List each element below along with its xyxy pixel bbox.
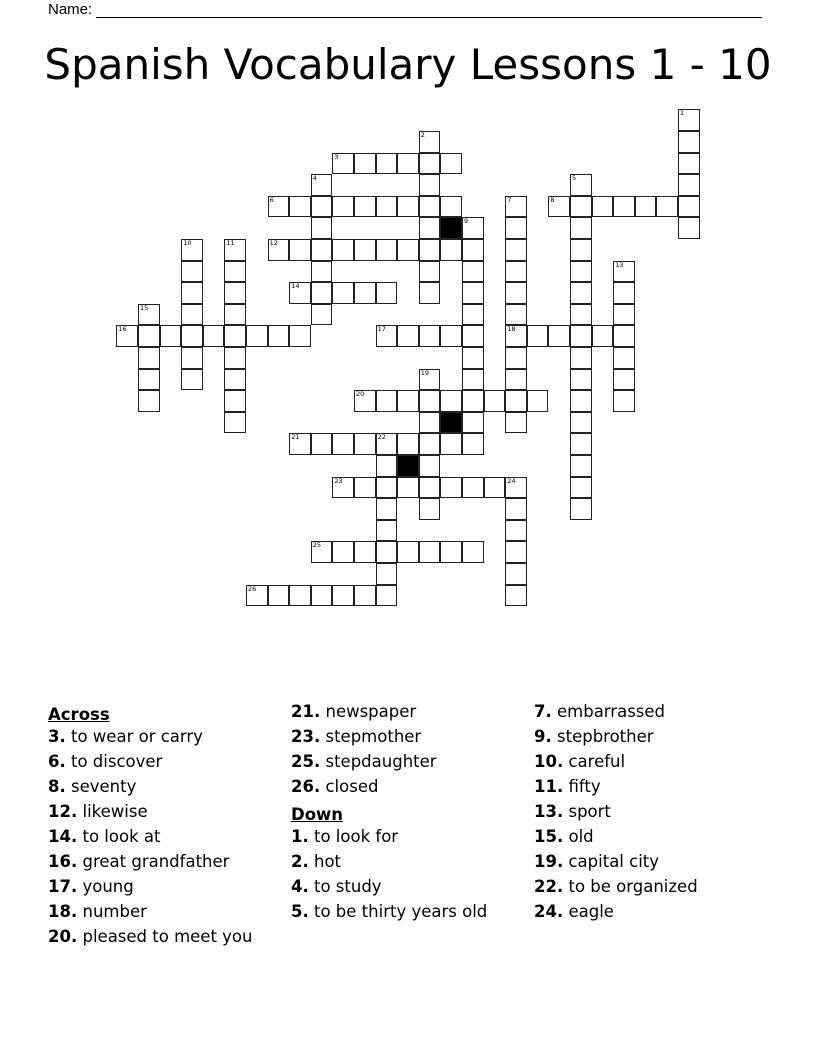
grid-cell[interactable] [224, 239, 246, 261]
clue-text: to discover [71, 752, 163, 771]
clue-number: 12. [48, 802, 78, 821]
clue-text: to study [314, 877, 382, 896]
grid-cell[interactable] [224, 304, 246, 326]
grid-cell[interactable] [570, 477, 592, 499]
grid-cell[interactable] [224, 390, 246, 412]
grid-cell[interactable] [440, 196, 462, 218]
grid-cell[interactable] [419, 325, 441, 347]
clue-down [291, 902, 531, 922]
clue-number: 2. [291, 852, 309, 871]
grid-cell[interactable] [570, 347, 592, 369]
cell-number: 8 [550, 195, 555, 204]
grid-cell[interactable] [570, 217, 592, 239]
grid-cell[interactable] [462, 477, 484, 499]
clue-text: stepbrother [557, 727, 654, 746]
grid-cell[interactable] [613, 196, 635, 218]
clue-text: young [82, 877, 134, 896]
grid-cell[interactable] [592, 325, 614, 347]
clue-number: 24. [534, 902, 564, 921]
cell-number: 17 [377, 325, 386, 334]
grid-cell[interactable] [592, 196, 614, 218]
clue-down [534, 727, 774, 747]
grid-cell[interactable] [354, 239, 376, 261]
grid-cell[interactable] [311, 433, 333, 455]
clue-across [48, 752, 288, 772]
grid-cell[interactable] [678, 109, 700, 131]
grid-cell[interactable] [505, 390, 527, 412]
grid-cell[interactable] [268, 585, 290, 607]
clue-text: to wear or carry [71, 727, 203, 746]
grid-cell[interactable] [268, 239, 290, 261]
clue-number: 15. [534, 827, 564, 846]
cell-number: 13 [615, 260, 624, 269]
clue-text: great grandfather [82, 852, 230, 871]
grid-cell[interactable] [289, 325, 311, 347]
clue-number: 8. [48, 777, 66, 796]
grid-cell[interactable] [332, 541, 354, 563]
grid-cell[interactable] [570, 412, 592, 434]
grid-cell[interactable] [354, 477, 376, 499]
grid-cell[interactable] [419, 282, 441, 304]
cell-number: 1 [680, 109, 685, 118]
grid-cell[interactable] [224, 325, 246, 347]
grid-cell[interactable] [462, 304, 484, 326]
grid-cell[interactable] [505, 477, 527, 499]
clue-text: old [568, 827, 594, 846]
clue-text: to look for [314, 827, 399, 846]
grid-cell[interactable] [224, 261, 246, 283]
clue-number: 21. [291, 702, 321, 721]
grid-cell[interactable] [440, 325, 462, 347]
grid-cell[interactable] [462, 541, 484, 563]
clue-number: 7. [534, 702, 552, 721]
clue-text: sport [568, 802, 611, 821]
grid-cell[interactable] [224, 369, 246, 391]
grid-cell[interactable] [354, 390, 376, 412]
clue-number: 9. [534, 727, 552, 746]
grid-cell[interactable] [548, 325, 570, 347]
grid-cell[interactable] [505, 412, 527, 434]
clue-number: 1. [291, 827, 309, 846]
grid-cell[interactable] [181, 239, 203, 261]
clue-number: 17. [48, 877, 78, 896]
grid-cell[interactable] [138, 390, 160, 412]
clue-number: 10. [534, 752, 564, 771]
clue-number: 20. [48, 927, 78, 946]
page-title: Spanish Vocabulary Lessons 1 - 10 [44, 40, 772, 89]
grid-cell[interactable] [570, 325, 592, 347]
cell-number: 5 [572, 174, 577, 183]
clue-column-1 [48, 702, 288, 952]
grid-cell[interactable] [376, 325, 398, 347]
grid-cell[interactable] [505, 347, 527, 369]
clue-across [48, 927, 288, 947]
grid-cell[interactable] [505, 498, 527, 520]
cell-number: 24 [507, 476, 516, 485]
clue-across [291, 702, 531, 722]
grid-cell[interactable] [419, 174, 441, 196]
grid-cell[interactable] [656, 196, 678, 218]
grid-cell[interactable] [332, 196, 354, 218]
grid-cell[interactable] [332, 153, 354, 175]
grid-cell[interactable] [138, 304, 160, 326]
grid-cell[interactable] [505, 282, 527, 304]
grid-cell[interactable] [376, 563, 398, 585]
grid-cell[interactable] [462, 412, 484, 434]
black-cell [440, 412, 462, 434]
clue-down [291, 877, 531, 897]
grid-cell[interactable] [138, 347, 160, 369]
grid-cell[interactable] [181, 347, 203, 369]
grid-cell[interactable] [570, 239, 592, 261]
grid-cell[interactable] [332, 477, 354, 499]
grid-cell[interactable] [138, 369, 160, 391]
down-heading: Down [291, 805, 344, 824]
grid-cell[interactable] [376, 433, 398, 455]
clue-across [48, 777, 288, 797]
grid-cell[interactable] [397, 390, 419, 412]
grid-cell[interactable] [419, 412, 441, 434]
clue-down [534, 752, 774, 772]
grid-cell[interactable] [246, 325, 268, 347]
grid-cell[interactable] [419, 261, 441, 283]
clue-text: closed [325, 777, 379, 796]
clue-down [534, 802, 774, 822]
grid-cell[interactable] [376, 282, 398, 304]
grid-cell[interactable] [570, 390, 592, 412]
clue-column-2 [291, 702, 531, 927]
grid-cell[interactable] [311, 174, 333, 196]
clue-down [534, 877, 774, 897]
clue-number: 22. [534, 877, 564, 896]
grid-cell[interactable] [505, 196, 527, 218]
grid-cell[interactable] [397, 153, 419, 175]
grid-cell[interactable] [678, 153, 700, 175]
grid-cell[interactable] [354, 153, 376, 175]
grid-cell[interactable] [505, 520, 527, 542]
grid-cell[interactable] [419, 153, 441, 175]
cell-number: 15 [140, 303, 149, 312]
grid-cell[interactable] [138, 325, 160, 347]
cell-number: 14 [291, 282, 300, 291]
grid-cell[interactable] [419, 455, 441, 477]
clue-text: number [82, 902, 147, 921]
grid-cell[interactable] [397, 477, 419, 499]
grid-cell[interactable] [419, 239, 441, 261]
grid-cell[interactable] [570, 433, 592, 455]
grid-cell[interactable] [613, 261, 635, 283]
grid-cell[interactable] [181, 369, 203, 391]
grid-cell[interactable] [419, 477, 441, 499]
clue-text: hot [314, 852, 342, 871]
cell-number: 4 [312, 174, 317, 183]
clue-number: 18. [48, 902, 78, 921]
grid-cell[interactable] [527, 390, 549, 412]
grid-cell[interactable] [440, 239, 462, 261]
clue-number: 26. [291, 777, 321, 796]
grid-cell[interactable] [354, 541, 376, 563]
grid-cell[interactable] [419, 369, 441, 391]
grid-cell[interactable] [505, 217, 527, 239]
clue-text: stepdaughter [325, 752, 437, 771]
clue-text: embarrassed [557, 702, 666, 721]
clue-down [291, 827, 531, 847]
grid-cell[interactable] [332, 282, 354, 304]
grid-cell[interactable] [484, 390, 506, 412]
grid-cell[interactable] [181, 282, 203, 304]
cell-number: 19 [420, 368, 430, 377]
grid-cell[interactable] [268, 196, 290, 218]
clue-number: 25. [291, 752, 321, 771]
grid-cell[interactable] [246, 585, 268, 607]
grid-cell[interactable] [462, 282, 484, 304]
clue-text: to be organized [568, 877, 698, 896]
grid-cell[interactable] [376, 520, 398, 542]
clue-number: 19. [534, 852, 564, 871]
grid-cell[interactable] [289, 196, 311, 218]
grid-cell[interactable] [224, 412, 246, 434]
grid-cell[interactable] [332, 585, 354, 607]
grid-cell[interactable] [116, 325, 138, 347]
clue-down [534, 827, 774, 847]
clue-across [291, 777, 531, 797]
grid-cell[interactable] [289, 585, 311, 607]
grid-cell[interactable] [678, 196, 700, 218]
clue-across [48, 802, 288, 822]
clue-text: eagle [568, 902, 614, 921]
grid-cell[interactable] [332, 239, 354, 261]
grid-cell[interactable] [354, 433, 376, 455]
across-heading: Across [48, 705, 110, 724]
grid-cell[interactable] [419, 541, 441, 563]
clue-number: 16. [48, 852, 78, 871]
grid-cell[interactable] [462, 261, 484, 283]
grid-cell[interactable] [505, 541, 527, 563]
grid-cell[interactable] [613, 347, 635, 369]
grid-cell[interactable] [376, 498, 398, 520]
grid-cell[interactable] [419, 498, 441, 520]
grid-cell[interactable] [354, 196, 376, 218]
grid-cell[interactable] [570, 304, 592, 326]
grid-cell[interactable] [376, 585, 398, 607]
grid-cell[interactable] [635, 196, 657, 218]
grid-cell[interactable] [570, 455, 592, 477]
cell-number: 3 [334, 152, 339, 161]
grid-cell[interactable] [311, 196, 333, 218]
grid-cell[interactable] [613, 325, 635, 347]
grid-cell[interactable] [505, 585, 527, 607]
clue-text: seventy [71, 777, 137, 796]
grid-cell[interactable] [332, 433, 354, 455]
grid-cell[interactable] [678, 131, 700, 153]
grid-cell[interactable] [311, 282, 333, 304]
grid-cell[interactable] [440, 477, 462, 499]
grid-cell[interactable] [311, 217, 333, 239]
grid-cell[interactable] [376, 455, 398, 477]
grid-cell[interactable] [570, 282, 592, 304]
grid-cell[interactable] [311, 585, 333, 607]
grid-cell[interactable] [376, 390, 398, 412]
black-cell [440, 217, 462, 239]
grid-cell[interactable] [268, 325, 290, 347]
grid-cell[interactable] [354, 282, 376, 304]
grid-cell[interactable] [224, 347, 246, 369]
grid-cell[interactable] [397, 239, 419, 261]
grid-cell[interactable] [181, 304, 203, 326]
clue-text: likewise [82, 802, 148, 821]
clue-text: to be thirty years old [314, 902, 488, 921]
grid-cell[interactable] [376, 153, 398, 175]
clue-across [48, 852, 288, 872]
grid-cell[interactable] [289, 239, 311, 261]
grid-cell[interactable] [505, 369, 527, 391]
grid-cell[interactable] [376, 239, 398, 261]
clue-text: to look at [82, 827, 161, 846]
cell-number: 11 [226, 239, 235, 247]
grid-cell[interactable] [311, 261, 333, 283]
clue-across [291, 727, 531, 747]
grid-cell[interactable] [570, 196, 592, 218]
grid-cell[interactable] [376, 541, 398, 563]
cell-number: 22 [377, 433, 386, 442]
clue-down [534, 702, 774, 722]
grid-cell[interactable] [419, 217, 441, 239]
clue-column-3 [534, 702, 774, 927]
clue-number: 4. [291, 877, 309, 896]
grid-cell[interactable] [397, 325, 419, 347]
cell-number: 2 [420, 131, 425, 139]
grid-cell[interactable] [181, 261, 203, 283]
grid-cell[interactable] [376, 477, 398, 499]
cell-number: 18 [507, 325, 516, 334]
grid-cell[interactable] [181, 325, 203, 347]
grid-cell[interactable] [570, 261, 592, 283]
grid-cell[interactable] [462, 433, 484, 455]
name-label: Name: [48, 1, 93, 18]
grid-cell[interactable] [570, 174, 592, 196]
grid-cell[interactable] [613, 282, 635, 304]
grid-cell[interactable] [397, 196, 419, 218]
grid-cell[interactable] [311, 239, 333, 261]
grid-cell[interactable] [462, 239, 484, 261]
grid-cell[interactable] [354, 585, 376, 607]
clue-number: 14. [48, 827, 78, 846]
black-cell [397, 455, 419, 477]
cell-number: 25 [312, 541, 322, 550]
grid-cell[interactable] [505, 325, 527, 347]
clue-down [534, 902, 774, 922]
grid-cell[interactable] [397, 433, 419, 455]
grid-cell[interactable] [440, 390, 462, 412]
grid-cell[interactable] [462, 369, 484, 391]
clue-text: fifty [568, 777, 601, 796]
clue-across [48, 902, 288, 922]
grid-cell[interactable] [462, 217, 484, 239]
cell-number: 6 [269, 195, 274, 204]
grid-cell[interactable] [311, 304, 333, 326]
grid-cell[interactable] [397, 541, 419, 563]
grid-cell[interactable] [224, 282, 246, 304]
grid-cell[interactable] [678, 217, 700, 239]
clue-text: pleased to meet you [82, 927, 253, 946]
clue-across [48, 877, 288, 897]
grid-cell[interactable] [505, 304, 527, 326]
clue-down [291, 852, 531, 872]
clue-number: 23. [291, 727, 321, 746]
clue-text: stepmother [325, 727, 422, 746]
grid-cell[interactable] [548, 196, 570, 218]
clue-down [534, 777, 774, 797]
grid-cell[interactable] [440, 153, 462, 175]
grid-cell[interactable] [419, 390, 441, 412]
grid-cell[interactable] [440, 433, 462, 455]
cell-number: 21 [291, 433, 300, 442]
grid-cell[interactable] [505, 563, 527, 585]
grid-cell[interactable] [462, 347, 484, 369]
grid-cell[interactable] [570, 369, 592, 391]
grid-cell[interactable] [484, 477, 506, 499]
grid-cell[interactable] [311, 541, 333, 563]
cell-number: 7 [507, 195, 512, 204]
grid-cell[interactable] [462, 325, 484, 347]
grid-cell[interactable] [613, 369, 635, 391]
clue-number: 6. [48, 752, 66, 771]
cell-number: 23 [334, 476, 343, 485]
cell-number: 12 [269, 239, 278, 247]
clue-number: 11. [534, 777, 564, 796]
grid-cell[interactable] [289, 282, 311, 304]
grid-cell[interactable] [376, 196, 398, 218]
grid-cell[interactable] [613, 390, 635, 412]
grid-cell[interactable] [419, 131, 441, 153]
grid-cell[interactable] [419, 196, 441, 218]
clue-down [534, 852, 774, 872]
grid-cell[interactable] [505, 239, 527, 261]
cell-number: 26 [248, 584, 257, 593]
grid-cell[interactable] [160, 325, 182, 347]
clue-across [291, 752, 531, 772]
grid-cell[interactable] [613, 304, 635, 326]
grid-cell[interactable] [289, 433, 311, 455]
cell-number: 10 [183, 239, 192, 247]
clue-text: capital city [568, 852, 660, 871]
clue-across [48, 727, 288, 747]
clue-number: 13. [534, 802, 564, 821]
clue-number: 5. [291, 902, 309, 921]
grid-cell[interactable] [570, 498, 592, 520]
grid-cell[interactable] [462, 390, 484, 412]
cell-number: 20 [356, 390, 365, 399]
clue-number: 3. [48, 727, 66, 746]
clue-text: careful [568, 752, 626, 771]
clue-text: newspaper [325, 702, 417, 721]
clue-across [48, 827, 288, 847]
grid-cell[interactable] [678, 174, 700, 196]
cell-number: 16 [118, 325, 127, 334]
grid-cell[interactable] [440, 541, 462, 563]
grid-cell[interactable] [203, 325, 225, 347]
grid-cell[interactable] [527, 325, 549, 347]
cell-number: 9 [464, 217, 469, 226]
grid-cell[interactable] [419, 433, 441, 455]
grid-cell[interactable] [505, 261, 527, 283]
